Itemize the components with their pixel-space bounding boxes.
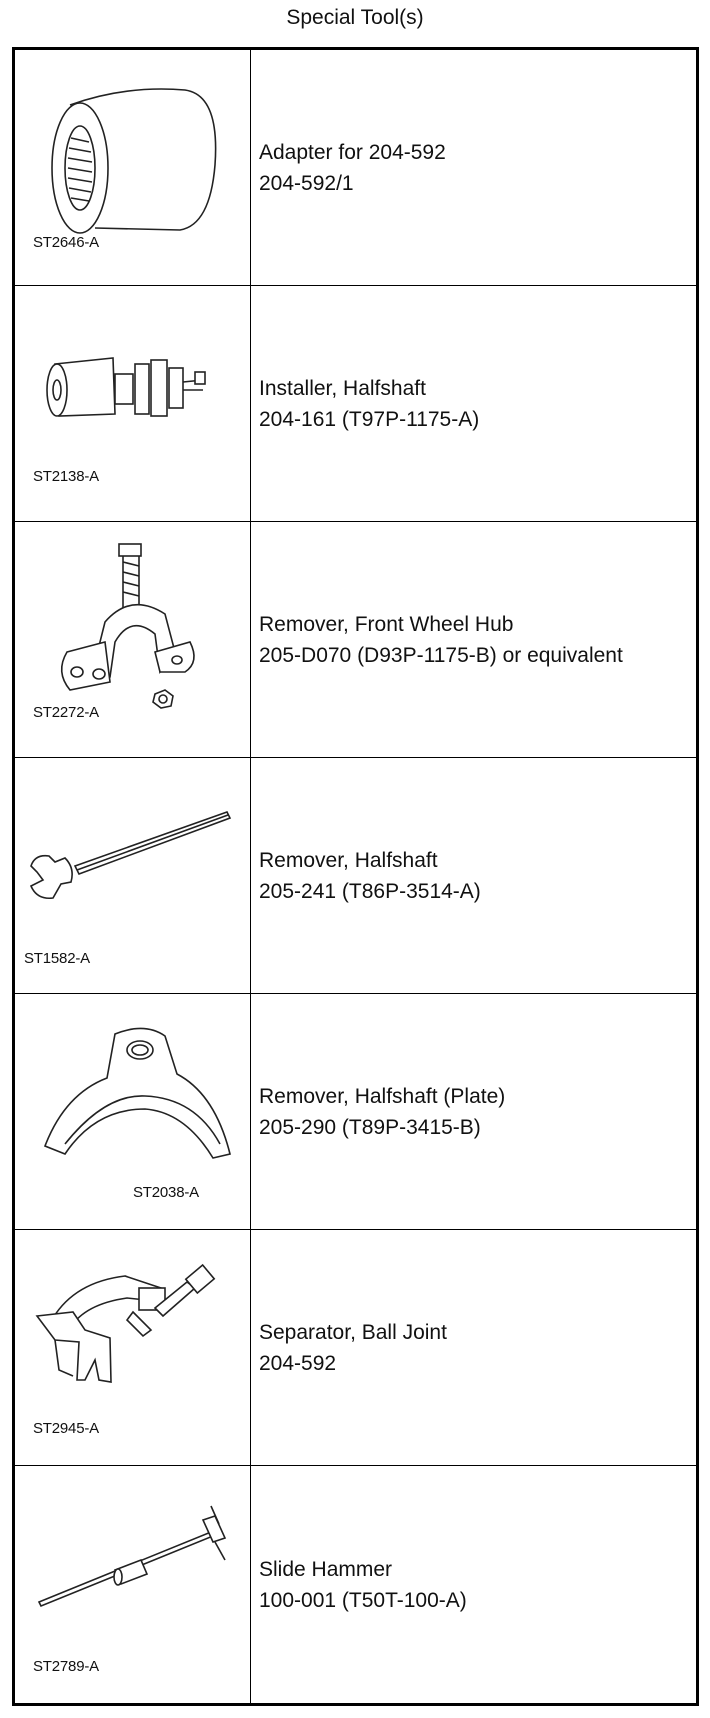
tool-code: ST1582-A bbox=[24, 950, 90, 967]
tool-illustration-cell bbox=[15, 522, 251, 757]
page-title: Special Tool(s) bbox=[286, 6, 424, 29]
tool-code: ST2272-A bbox=[33, 704, 99, 721]
tool-code: ST2945-A bbox=[33, 1420, 99, 1437]
tool-illustration-cell bbox=[15, 1466, 251, 1703]
table-row bbox=[15, 1466, 696, 1703]
tool-description bbox=[259, 1466, 467, 1703]
table-row bbox=[15, 522, 696, 758]
tool-number: 100-001 (T50T-100-A) bbox=[259, 1588, 467, 1612]
table-row bbox=[15, 1230, 696, 1466]
tool-number: 205-D070 (D93P-1175-B) or equivalent bbox=[259, 643, 623, 667]
special-tools-table bbox=[12, 47, 699, 1706]
tool-number: 204-592 bbox=[259, 1351, 337, 1375]
tool-illustration-cell bbox=[15, 50, 251, 285]
tool-code: ST2646-A bbox=[33, 234, 99, 251]
tool-name: Slide Hammer bbox=[259, 1557, 393, 1581]
tool-illustration-cell bbox=[15, 286, 251, 521]
tool-description bbox=[259, 286, 479, 521]
tool-illustration-cell bbox=[15, 994, 251, 1229]
tool-name: Installer, Halfshaft bbox=[259, 376, 426, 400]
tool-name: Remover, Halfshaft (Plate) bbox=[259, 1084, 506, 1108]
tool-name: Remover, Front Wheel Hub bbox=[259, 612, 514, 636]
tool-description bbox=[259, 50, 446, 285]
table-row bbox=[15, 994, 696, 1230]
tool-illustration-cell bbox=[15, 758, 251, 993]
tool-description bbox=[259, 994, 505, 1229]
tool-number: 204-592/1 bbox=[259, 171, 354, 195]
tool-description bbox=[259, 758, 481, 993]
tool-name: Remover, Halfshaft bbox=[259, 848, 438, 872]
tool-illustration-cell bbox=[15, 1230, 251, 1465]
tool-code: ST2789-A bbox=[33, 1658, 99, 1675]
tool-number: 204-161 (T97P-1175-A) bbox=[259, 407, 480, 431]
tool-description bbox=[259, 522, 623, 757]
tool-code: ST2138-A bbox=[33, 468, 99, 485]
table-row bbox=[15, 758, 696, 994]
tool-number: 205-241 (T86P-3514-A) bbox=[259, 879, 481, 903]
tool-name: Separator, Ball Joint bbox=[259, 1320, 447, 1344]
tool-description bbox=[259, 1230, 447, 1465]
table-row bbox=[15, 286, 696, 522]
tool-code: ST2038-A bbox=[133, 1184, 199, 1201]
table-row bbox=[15, 50, 696, 286]
tool-name: Adapter for 204-592 bbox=[259, 140, 446, 164]
tool-number: 205-290 (T89P-3415-B) bbox=[259, 1115, 481, 1139]
